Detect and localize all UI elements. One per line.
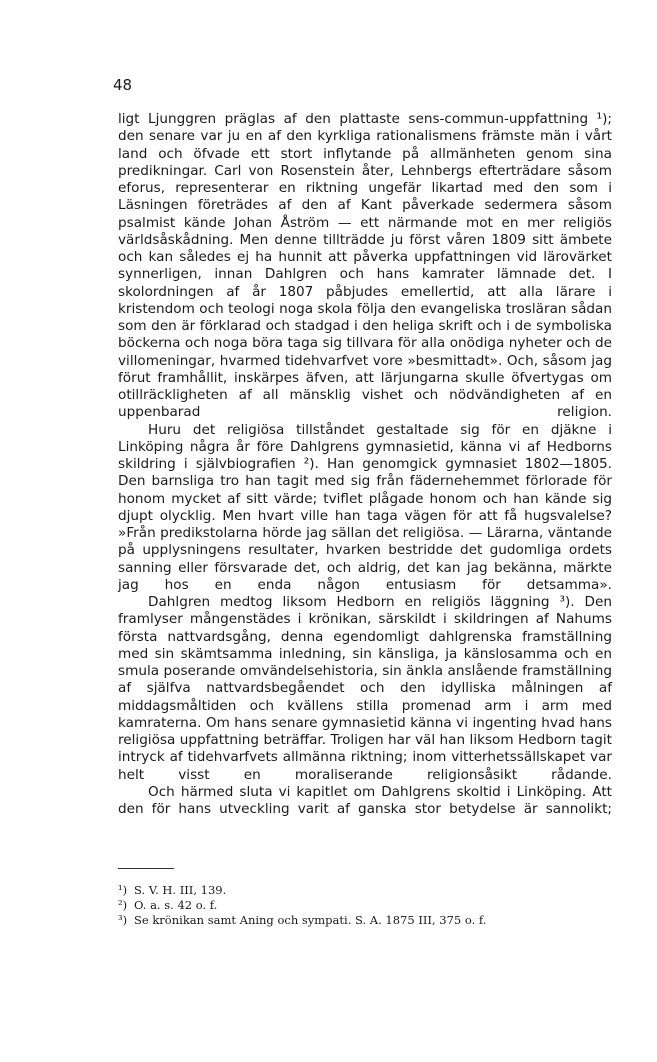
- footnote: [118, 898, 486, 913]
- paragraph: Dahlgren medtog liksom Hedborn en religiös läggning ³). Den framlyser mångenstädes i krönikan, särskildt i skildringen af Nahums första nattvardsgång, denna egendomligt dahlgrenska framställning med sin skämtsamma inledning, sin känsliga, ja känslosamma och en smula poserande omvändelsehistoria, sin änkla anslående framställning af själfva nattvardsbegåendet och den idylliska målningen af middagsmåltiden och kvällens stilla promenad arm i arm med kamraterna. Om hans senare gymnasietid känna vi ingenting hvad hans religiösa uppfattning beträffar. Troligen har väl han liksom Hedborn tagit intryck af tidehvarfvets allmänna riktning; inom vitterhetssällskapet var helt visst en moraliserande religionsåsikt rådande.: [118, 594, 612, 783]
- paragraph: Och härmed sluta vi kapitlet om Dahlgrens skoltid i Linköping. Att den för hans utveckling varit af ganska stor betydelse är sannolikt;: [118, 783, 612, 817]
- footnote-mark: ¹): [118, 883, 128, 897]
- footnote-text: Se krönikan samt Aning och sympati. S. A. 1875 III, 375 o. f.: [134, 913, 487, 927]
- footnote-mark: ³): [118, 913, 128, 927]
- footnote: [118, 913, 486, 928]
- footnote-text: O. a. s. 42 o. f.: [134, 898, 218, 912]
- page-number: 48: [113, 76, 133, 94]
- paragraph: Huru det religiösa tillståndet gestaltade sig för en djäkne i Linköping några år före Dahlgrens gymnasietid, känna vi af Hedborns skildring i självbiografien ²). Han genomgick gymnasiet 1802—1805. Den barnsliga tro han tagit med sig från fädernehemmet förlorade för honom mycket af sitt värde; tviflet plågade honom och han kände sig djupt olycklig. Men hvart ville han taga vägen för att få hugsvalelse? »Från predikstolarna hörde jag sällan det religiösa. — Lärarna, väntande på upplysningens resultater, hvarken bestridde det gudomliga ordets sanning eller försvarade det, och aldrig, det kan jag bekänna, märkte jag hos en enda någon entusiasm för detsamma».: [118, 421, 612, 593]
- footnote-divider: [118, 868, 174, 869]
- footnotes: [118, 883, 486, 928]
- footnote-text: S. V. H. III, 139.: [134, 883, 227, 897]
- footnote: [118, 883, 486, 898]
- paragraph: ligt Ljunggren präglas af den plattaste sens-commun-uppfattning ¹); den senare var ju en af den kyrkliga rationalismens främste män i vårt land och öfvade ett stort inflytande på allmänheten genom sina predikningar. Carl von Rosenstein åter, Lehnbergs efterträdare såsom eforus, representerar en riktning ungefär likartad med den som i Läsningen företrädes af den af Kant påverkade sedermera såsom psalmist kände Johan Åström — ett närmande mot en mer religiös världsåskådning. Men denne tillträdde ju först våren 1809 sitt ämbete och kan således ej ha hunnit att påverka uppfattningen vid lärovärket synnerligen, innan Dahlgren och hans kamrater lämnade det. I skolordningen af år 1807 påbjudes emellertid, att alla lärare i kristendom och teologi noga skola följa den evangeliska trosläran sådan som den är förklarad och stadgad i den heliga skrift och i de symboliska böckerna och noga böra taga sig tillvara för alla onödiga nyheter och de villomeningar, hvarmed tidehvarfvet vore »besmittadt». Och, såsom jag förut framhållit, inskärpes äfven, att lärjungarna skulle öfvertygas om otillräckligheten af all mänsklig vishet och nödvändigheten af en uppenbarad religion.: [118, 111, 612, 421]
- body-text: [118, 111, 612, 818]
- footnote-mark: ²): [118, 898, 128, 912]
